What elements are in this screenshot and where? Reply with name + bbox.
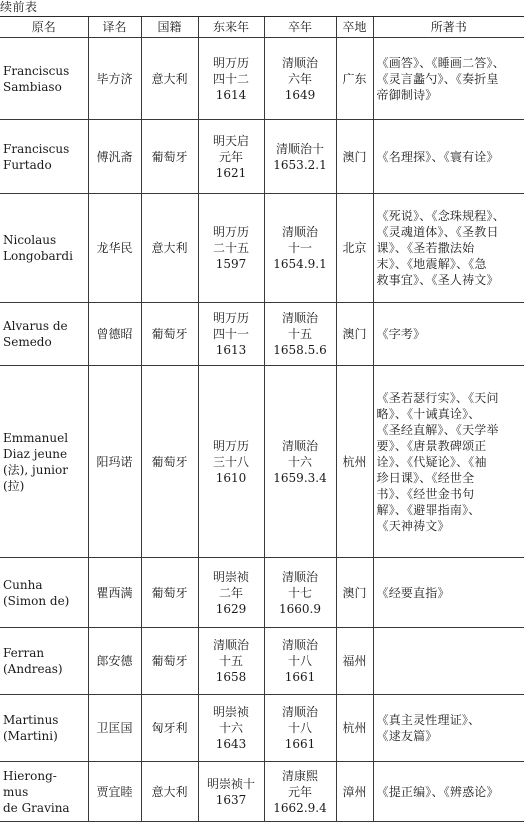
cell-death-place: 广东 <box>336 38 373 120</box>
cell-nationality: 匈牙利 <box>141 695 198 762</box>
cell-works: 《死说》、《念珠规程》、 《灵魂道体》、《圣教日 课》、《圣若撒法始 末》、《地震解》、《急 救事宜》、《圣人祷文》 <box>373 194 524 303</box>
cell-arrival-year: 清顺治 十五 1658 <box>198 628 264 695</box>
table-row <box>0 366 524 558</box>
table-row <box>0 194 524 303</box>
cell-original-name: Alvarus de Semedo <box>0 303 88 366</box>
cell-death-place: 杭州 <box>336 695 373 762</box>
cell-death-place: 澳门 <box>336 120 373 194</box>
header-nationality: 国籍 <box>141 17 198 38</box>
cell-death-year: 清顺治 十五 1658.5.6 <box>264 303 336 366</box>
cell-death-place: 澳门 <box>336 558 373 628</box>
cell-works: 《名理探》、《寰有诠》 <box>373 120 524 194</box>
cell-original-name: Emmanuel Diaz jeune (法), junior (拉) <box>0 366 88 558</box>
cell-nationality: 葡萄牙 <box>141 366 198 558</box>
cell-works: 《真主灵性理证》、 《逑友篇》 <box>373 695 524 762</box>
cell-original-name: Franciscus Furtado <box>0 120 88 194</box>
cell-translated-name: 毕方济 <box>88 38 141 120</box>
cell-original-name: Cunha (Simon de) <box>0 558 88 628</box>
cell-translated-name: 阳玛诺 <box>88 366 141 558</box>
header-arrival-year: 东来年 <box>198 17 264 38</box>
header-death-place: 卒地 <box>336 17 373 38</box>
header-original-name: 原名 <box>0 17 88 38</box>
cell-works: 《字考》 <box>373 303 524 366</box>
cell-arrival-year: 明万历 四十二 1614 <box>198 38 264 120</box>
cell-original-name: Nicolaus Longobardi <box>0 194 88 303</box>
cell-nationality: 葡萄牙 <box>141 120 198 194</box>
cell-death-year: 清顺治 六年 1649 <box>264 38 336 120</box>
cell-death-year: 清顺治 十七 1660.9 <box>264 558 336 628</box>
cell-arrival-year: 明天启 元年 1621 <box>198 120 264 194</box>
cell-death-year: 清顺治 十八 1661 <box>264 628 336 695</box>
cell-nationality: 葡萄牙 <box>141 558 198 628</box>
cell-works: 《圣若瑟行实》、《天问 略》、《十诫真诠》、 《圣经直解》、《天学举 要》、《唐景教碑颂正 诠》、《代疑论》、《袖 珍日课》、《经世全 书》、《经世金书句 解》、《避罪指南》、 《天神祷文》 <box>373 366 524 558</box>
cell-works: 《提正编》、《辨惑论》 <box>373 762 524 822</box>
cell-original-name: Martinus (Martini) <box>0 695 88 762</box>
cell-death-place: 福州 <box>336 628 373 695</box>
cell-works: 《画答》、《睡画二答》、 《灵言蠡勺》、《奏折皇 帝御制诗》 <box>373 38 524 120</box>
cell-works: 《经要直指》 <box>373 558 524 628</box>
table-caption: 续前表 <box>0 0 38 14</box>
cell-death-place: 北京 <box>336 194 373 303</box>
cell-death-year: 清顺治十 1653.2.1 <box>264 120 336 194</box>
cell-death-place: 澳门 <box>336 303 373 366</box>
cell-works <box>373 628 524 695</box>
table-row <box>0 628 524 695</box>
cell-nationality: 意大利 <box>141 762 198 822</box>
cell-translated-name: 卫匡国 <box>88 695 141 762</box>
cell-nationality: 意大利 <box>141 38 198 120</box>
cell-arrival-year: 明崇祯十 1637 <box>198 762 264 822</box>
cell-death-place: 漳州 <box>336 762 373 822</box>
missionaries-table <box>0 16 524 822</box>
cell-death-year: 清顺治 十一 1654.9.1 <box>264 194 336 303</box>
cell-translated-name: 曾德昭 <box>88 303 141 366</box>
cell-translated-name: 瞿西满 <box>88 558 141 628</box>
cell-translated-name: 傅汎斋 <box>88 120 141 194</box>
cell-death-year: 清顺治 十八 1661 <box>264 695 336 762</box>
table-row <box>0 303 524 366</box>
cell-nationality: 葡萄牙 <box>141 628 198 695</box>
cell-original-name: Hierong- mus de Gravina <box>0 762 88 822</box>
cell-original-name: Franciscus Sambiaso <box>0 38 88 120</box>
header-translated-name: 译名 <box>88 17 141 38</box>
table-row <box>0 38 524 120</box>
cell-arrival-year: 明万历 四十一 1613 <box>198 303 264 366</box>
table-row <box>0 762 524 822</box>
cell-arrival-year: 明万历 二十五 1597 <box>198 194 264 303</box>
cell-arrival-year: 明万历 三十八 1610 <box>198 366 264 558</box>
table-row <box>0 695 524 762</box>
table-header-row <box>0 17 524 38</box>
cell-death-year: 清康熙 元年 1662.9.4 <box>264 762 336 822</box>
cell-death-place: 杭州 <box>336 366 373 558</box>
cell-translated-name: 郎安德 <box>88 628 141 695</box>
header-works: 所著书 <box>373 17 524 38</box>
cell-translated-name: 贾宜睦 <box>88 762 141 822</box>
cell-translated-name: 龙华民 <box>88 194 141 303</box>
table-row <box>0 558 524 628</box>
cell-arrival-year: 明崇祯 十六 1643 <box>198 695 264 762</box>
cell-nationality: 意大利 <box>141 194 198 303</box>
cell-nationality: 葡萄牙 <box>141 303 198 366</box>
header-death-year: 卒年 <box>264 17 336 38</box>
table-row <box>0 120 524 194</box>
cell-arrival-year: 明崇祯 二年 1629 <box>198 558 264 628</box>
cell-death-year: 清顺治 十六 1659.3.4 <box>264 366 336 558</box>
cell-original-name: Ferran (Andreas) <box>0 628 88 695</box>
